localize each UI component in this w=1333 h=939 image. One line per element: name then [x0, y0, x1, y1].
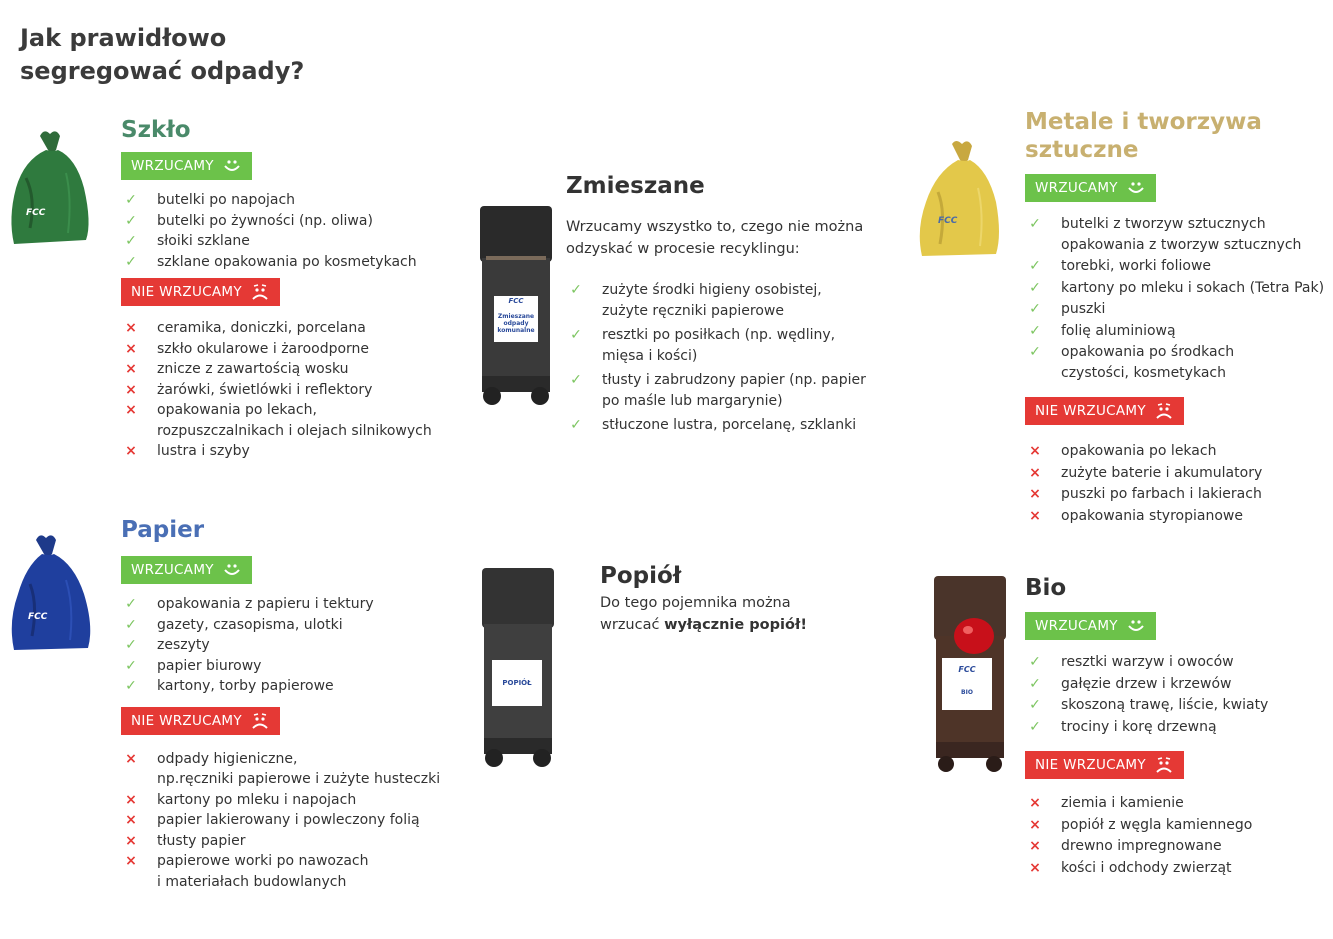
list-item-text: i materiałach budowlanych — [157, 873, 347, 890]
list-item — [121, 851, 440, 892]
cross-icon: × — [1029, 443, 1041, 459]
list-item — [121, 676, 440, 697]
page-title — [20, 22, 304, 88]
smile-icon — [222, 157, 242, 175]
cross-icon: × — [1029, 486, 1041, 502]
list-item-text: znicze z zawartością wosku — [157, 361, 349, 377]
mixed-bin-icon — [476, 206, 556, 410]
list-item — [1025, 484, 1324, 505]
cross-icon: × — [125, 340, 137, 357]
paper-reject-label: NIE WRZUCAMY — [131, 712, 242, 729]
list-item — [1025, 256, 1324, 277]
list-item-text: szklane opakowania po kosmetykach — [157, 253, 417, 270]
bio-reject-label: NIE WRZUCAMY — [1035, 757, 1146, 773]
paper-bag-logo: FCC — [28, 612, 48, 622]
list-item-text: popiół z węgla kamiennego — [1061, 816, 1253, 833]
check-icon: ✓ — [1029, 344, 1041, 360]
check-icon: ✓ — [1029, 279, 1041, 296]
list-item-text: zeszyty — [157, 637, 210, 653]
list-item-text: butelki po żywności (np. oliwa) — [157, 212, 373, 229]
cross-icon: × — [1029, 507, 1041, 524]
check-icon: ✓ — [1029, 258, 1041, 274]
metal-bag-icon — [916, 140, 1002, 264]
paper-section — [121, 516, 440, 892]
list-item — [121, 190, 432, 211]
paper-reject-list — [121, 749, 440, 893]
metal-title-line2: sztuczne — [1025, 137, 1139, 163]
page-title-line1: Jak prawidłowo — [20, 24, 227, 52]
list-item — [121, 749, 440, 790]
list-item-text: kartony po mleku i sokach (Tetra Pak) — [1061, 279, 1325, 296]
list-item — [1025, 674, 1268, 695]
check-icon: ✓ — [570, 327, 582, 343]
list-item-text: puszki po farbach i lakierach — [1061, 486, 1262, 502]
smile-icon — [1126, 617, 1146, 635]
metal-accept-badge — [1025, 174, 1156, 202]
list-item — [121, 252, 432, 273]
cross-icon: × — [125, 812, 137, 828]
check-icon: ✓ — [125, 657, 137, 674]
check-icon: ✓ — [1029, 697, 1041, 713]
bio-bin-logo: FCC — [958, 665, 976, 674]
page-title-line2: segregować odpady? — [20, 57, 305, 85]
list-item — [1025, 717, 1268, 738]
list-item — [566, 370, 886, 411]
bio-bin-label-text: BIO — [961, 689, 973, 696]
list-item-text: ziemia i kamienie — [1061, 795, 1184, 811]
check-icon: ✓ — [125, 678, 137, 694]
list-item-text: resztki warzyw i owoców — [1061, 654, 1234, 670]
list-item-text: tłusty papier — [157, 832, 246, 849]
mixed-section — [566, 172, 886, 440]
list-item-text: opakowania styropianowe — [1061, 507, 1243, 524]
list-item-text: folię aluminiową — [1061, 322, 1176, 339]
check-icon: ✓ — [125, 616, 137, 633]
list-item — [1025, 463, 1324, 484]
bio-reject-badge — [1025, 751, 1184, 779]
glass-accept-label: WRZUCAMY — [131, 158, 214, 174]
mixed-bin-label-3: komunalne — [497, 327, 535, 334]
bio-title: Bio — [1025, 575, 1067, 601]
mixed-bin-label-1: Zmieszane — [497, 313, 535, 320]
check-icon: ✓ — [125, 212, 137, 229]
paper-title: Papier — [121, 517, 205, 543]
bio-bin-icon — [930, 576, 1010, 780]
list-item — [1025, 321, 1324, 342]
check-icon: ✓ — [1029, 675, 1041, 692]
bio-reject-list — [1025, 793, 1268, 878]
list-item-text: czystości, kosmetykach — [1061, 364, 1226, 381]
list-item-text: opakowania po środkach — [1061, 344, 1235, 360]
list-item — [121, 831, 440, 852]
list-item — [121, 656, 440, 677]
check-icon: ✓ — [125, 233, 137, 249]
list-item — [566, 415, 886, 436]
ash-desc-2 — [600, 614, 807, 636]
bio-accept-label: WRZUCAMY — [1035, 618, 1118, 634]
list-item-text: kartony, torby papierowe — [157, 678, 334, 694]
sad-icon — [250, 283, 270, 301]
list-item-text: po maśle lub margarynie) — [602, 392, 783, 409]
glass-reject-label: NIE WRZUCAMY — [131, 284, 242, 300]
cross-icon: × — [125, 750, 137, 767]
list-item-text: tłusty i zabrudzony papier (np. papier — [602, 372, 866, 388]
glass-reject-badge — [121, 278, 280, 306]
list-item — [121, 359, 432, 380]
check-icon: ✓ — [1029, 322, 1041, 339]
ash-desc-2-bold: wyłącznie popiół! — [664, 617, 807, 633]
glass-reject-list — [121, 318, 432, 462]
list-item-text: resztki po posiłkach (np. wędliny, — [602, 327, 836, 343]
paper-accept-label: WRZUCAMY — [131, 562, 214, 578]
paper-accept-list — [121, 594, 440, 697]
check-icon: ✓ — [1029, 301, 1041, 317]
list-item-text: zużyte środki higieny osobistej, — [602, 282, 822, 298]
glass-section — [121, 116, 432, 462]
mixed-desc-1: Wrzucamy wszystko to, czego nie można — [566, 219, 864, 235]
list-item — [121, 594, 440, 615]
list-item-text: drewno impregnowane — [1061, 838, 1222, 854]
metal-section — [1025, 108, 1324, 527]
check-icon: ✓ — [570, 282, 582, 298]
list-item-text: opakowania po lekach — [1061, 443, 1217, 459]
smile-icon — [222, 561, 242, 579]
cross-icon: × — [125, 832, 137, 849]
check-icon: ✓ — [125, 596, 137, 612]
sad-icon — [1154, 402, 1174, 420]
bio-accept-list — [1025, 652, 1268, 737]
bio-section — [1025, 574, 1268, 879]
cross-icon: × — [1029, 859, 1041, 876]
glass-title: Szkło — [121, 117, 191, 143]
check-icon: ✓ — [570, 417, 582, 433]
cross-icon: × — [1029, 816, 1041, 833]
list-item-text: gazety, czasopisma, ulotki — [157, 616, 343, 633]
list-item-text: trociny i korę drzewną — [1061, 718, 1217, 735]
list-item — [121, 441, 432, 462]
mixed-bin-label-2: odpady — [503, 320, 529, 327]
mixed-bin-logo: FCC — [508, 297, 524, 305]
metal-accept-label: WRZUCAMY — [1035, 180, 1118, 196]
glass-accept-list — [121, 190, 432, 272]
sad-icon — [250, 712, 270, 730]
sad-icon — [1154, 756, 1174, 774]
list-item — [1025, 652, 1268, 673]
list-item — [121, 318, 432, 339]
paper-accept-badge — [121, 556, 252, 584]
check-icon: ✓ — [1029, 654, 1041, 670]
metal-reject-badge — [1025, 397, 1184, 425]
list-item-text: butelki po napojach — [157, 192, 296, 208]
glass-accept-badge — [121, 152, 252, 180]
list-item-text: opakowania z papieru i tektury — [157, 596, 374, 612]
list-item-text: butelki z tworzyw sztucznych — [1061, 216, 1266, 232]
list-item — [1025, 278, 1324, 299]
list-item-text: np.ręczniki papierowe i zużyte husteczki — [157, 771, 441, 787]
check-icon: ✓ — [1029, 718, 1041, 735]
check-icon: ✓ — [125, 253, 137, 270]
metal-accept-list — [1025, 214, 1324, 383]
paper-bag-icon — [8, 532, 94, 656]
list-item-text: rozpuszczalnikach i olejach silnikowych — [157, 422, 432, 439]
list-item — [121, 635, 440, 656]
ash-section — [600, 562, 807, 636]
cross-icon: × — [1029, 464, 1041, 481]
cross-icon: × — [1029, 795, 1041, 811]
bio-accept-badge — [1025, 612, 1156, 640]
list-item — [121, 380, 432, 401]
list-item-text: papierowe worki po nawozach — [157, 853, 369, 869]
ash-desc-1: Do tego pojemnika można — [600, 595, 791, 611]
ash-desc-2-plain: wrzucać — [600, 617, 665, 633]
list-item — [566, 325, 886, 366]
list-item-text: puszki — [1061, 301, 1106, 317]
list-item-text: szkło okularowe i żaroodporne — [157, 340, 370, 357]
list-item — [1025, 836, 1268, 857]
list-item-text: słoiki szklane — [157, 233, 250, 249]
list-item-text: mięsa i kości) — [602, 347, 698, 364]
list-item — [121, 339, 432, 360]
bio-bin-label — [942, 658, 992, 710]
list-item-text: papier biurowy — [157, 657, 262, 674]
list-item-text: gałęzie drzew i krzewów — [1061, 675, 1232, 692]
metal-title-line1: Metale i tworzywa — [1025, 109, 1262, 135]
list-item-text: ceramika, doniczki, porcelana — [157, 320, 366, 336]
list-item-text: żarówki, świetlówki i reflektory — [157, 381, 373, 398]
mixed-accept-list — [566, 280, 886, 436]
metal-reject-label: NIE WRZUCAMY — [1035, 403, 1146, 419]
cross-icon: × — [125, 402, 137, 418]
glass-bag-icon — [6, 128, 92, 252]
list-item — [1025, 858, 1268, 879]
mixed-desc-2: odzyskać w procesie recyklingu: — [566, 241, 800, 257]
list-item — [121, 211, 432, 232]
cross-icon: × — [125, 853, 137, 869]
cross-icon: × — [125, 791, 137, 808]
ash-bin-icon — [478, 568, 558, 772]
list-item-text: papier lakierowany i powleczony folią — [157, 812, 420, 828]
list-item — [1025, 441, 1324, 462]
cross-icon: × — [125, 320, 137, 336]
paper-bag-shape — [8, 532, 94, 652]
list-item-text: opakowania po lekach, — [157, 402, 317, 418]
smile-icon — [1126, 179, 1146, 197]
metal-reject-list — [1025, 441, 1324, 526]
list-item — [121, 810, 440, 831]
list-item — [1025, 506, 1324, 527]
list-item-text: kartony po mleku i napojach — [157, 791, 357, 808]
mixed-title: Zmieszane — [566, 173, 705, 199]
list-item — [1025, 342, 1324, 383]
mixed-bin-label — [494, 296, 538, 342]
list-item-text: kości i odchody zwierząt — [1061, 859, 1232, 876]
list-item-text: zużyte baterie i akumulatory — [1061, 464, 1263, 481]
list-item-text: stłuczone lustra, porcelanę, szklanki — [602, 417, 857, 433]
check-icon: ✓ — [570, 372, 582, 388]
cross-icon: × — [125, 381, 137, 398]
list-item-text: opakowania z tworzyw sztucznych — [1061, 236, 1302, 253]
paper-reject-badge — [121, 707, 280, 735]
list-item-text: skoszoną trawę, liście, kwiaty — [1061, 697, 1269, 713]
list-item — [121, 400, 432, 441]
list-item — [1025, 793, 1268, 814]
list-item-text: lustra i szyby — [157, 443, 250, 459]
list-item — [1025, 815, 1268, 836]
list-item-text: torebki, worki foliowe — [1061, 258, 1212, 274]
list-item-text: zużyte ręczniki papierowe — [602, 302, 784, 319]
cross-icon: × — [125, 361, 137, 377]
glass-bag-logo: FCC — [26, 208, 46, 218]
list-item — [121, 615, 440, 636]
list-item — [566, 280, 886, 321]
ash-title: Popiół — [600, 563, 682, 589]
list-item — [1025, 214, 1324, 255]
list-item — [121, 790, 440, 811]
check-icon: ✓ — [125, 192, 137, 208]
glass-bag-shape — [6, 128, 92, 248]
list-item-text: odpady higieniczne, — [157, 750, 298, 767]
cross-icon: × — [125, 443, 137, 459]
metal-title — [1025, 108, 1324, 164]
cross-icon: × — [1029, 838, 1041, 854]
check-icon: ✓ — [125, 637, 137, 653]
ash-bin-label: POPIÓŁ — [492, 660, 542, 706]
metal-bag-shape — [916, 140, 1002, 260]
metal-bag-logo: FCC — [938, 216, 958, 226]
list-item — [1025, 299, 1324, 320]
list-item — [1025, 695, 1268, 716]
check-icon: ✓ — [1029, 216, 1041, 232]
list-item — [121, 231, 432, 252]
